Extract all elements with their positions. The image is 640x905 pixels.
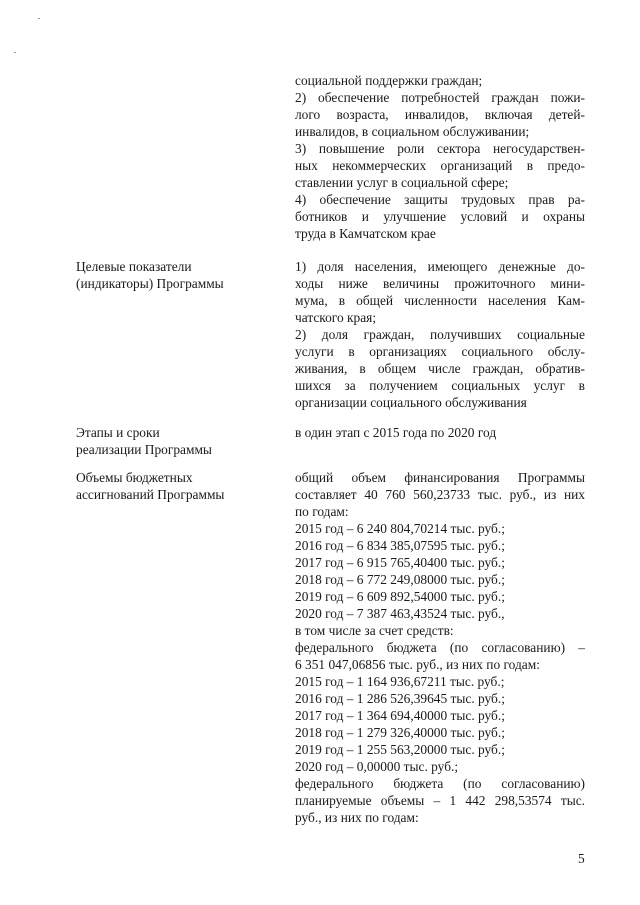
text-line: 3) повышение роли сектора негосударствен-: [295, 141, 585, 156]
text-line: федерального бюджета (по согласованию) –: [295, 640, 585, 655]
text-line: общий объем финансирования Программы: [295, 470, 585, 485]
text-line: в том числе за счет средств:: [295, 623, 454, 638]
text-line: 2015 год – 1 164 936,67211 тыс. руб.;: [295, 674, 505, 689]
text-line: по годам:: [295, 504, 349, 519]
text-line: 2017 год – 1 364 694,40000 тыс. руб.;: [295, 708, 505, 723]
text-line: 2020 год – 7 387 463,43524 тыс. руб.,: [295, 606, 505, 621]
text-line: 2018 год – 1 279 326,40000 тыс. руб.;: [295, 725, 505, 740]
text-line: планируемые объемы – 1 442 298,53574 тыс.: [295, 793, 585, 808]
text-line: 2018 год – 6 772 249,08000 тыс. руб.;: [295, 572, 505, 587]
text-line: инвалидов, в социальном обслуживании;: [295, 124, 530, 139]
page-number: 5: [578, 851, 585, 866]
row-label: Этапы и сроки: [76, 425, 160, 440]
text-line: ставлении услуг в социальной сфере;: [295, 175, 509, 190]
text-line: живания, в общем числе граждан, обратив-: [295, 361, 585, 376]
text-line: руб., из них по годам:: [295, 810, 419, 825]
text-line: 2016 год – 6 834 385,07595 тыс. руб.;: [295, 538, 505, 553]
scan-mark: [38, 18, 40, 19]
text-line: в один этап с 2015 года по 2020 год: [295, 425, 497, 440]
text-line: 2016 год – 1 286 526,39645 тыс. руб.;: [295, 691, 505, 706]
text-line: 2) доля граждан, получивших социальные: [295, 327, 585, 342]
text-line: 1) доля населения, имеющего денежные до-: [295, 259, 585, 274]
text-line: 4) обеспечение защиты трудовых прав ра-: [295, 192, 585, 207]
scan-mark: [14, 52, 16, 53]
text-line: 2017 год – 6 915 765,40400 тыс. руб.;: [295, 555, 505, 570]
text-line: организации социального обслуживания: [295, 395, 527, 410]
text-line: федерального бюджета (по согласованию): [295, 776, 585, 791]
text-line: 2019 год – 6 609 892,54000 тыс. руб.;: [295, 589, 505, 604]
row-label: Целевые показатели: [76, 259, 192, 274]
text-line: социальной поддержки граждан;: [295, 73, 483, 88]
text-line: лого возраста, инвалидов, включая детей-: [295, 107, 585, 122]
row-label: Объемы бюджетных: [76, 470, 193, 485]
text-line: чатского края;: [295, 310, 377, 325]
text-line: услуги в организациях социального обслу-: [295, 344, 585, 359]
text-line: мума, в общей численности населения Кам-: [295, 293, 585, 308]
text-line: ных некоммерческих организаций в предо-: [295, 158, 585, 173]
text-line: 2019 год – 1 255 563,20000 тыс. руб.;: [295, 742, 505, 757]
text-line: шихся за получением социальных услуг в: [295, 378, 585, 393]
row-label: реализации Программы: [76, 442, 212, 457]
row-label: ассигнований Программы: [76, 487, 225, 502]
text-line: труда в Камчатском крае: [295, 226, 436, 241]
row-label: (индикаторы) Программы: [76, 276, 224, 291]
text-line: 2020 год – 0,00000 тыс. руб.;: [295, 759, 459, 774]
text-line: 2) обеспечение потребностей граждан пожи-: [295, 90, 585, 105]
text-line: 6 351 047,06856 тыс. руб., из них по годам:: [295, 657, 540, 672]
text-line: 2015 год – 6 240 804,70214 тыс. руб.;: [295, 521, 505, 536]
text-line: ботников и улучшение условий и охраны: [295, 209, 585, 224]
text-line: ходы ниже величины прожиточного мини-: [295, 276, 585, 291]
text-line: составляет 40 760 560,23733 тыс. руб., из них: [295, 487, 585, 502]
